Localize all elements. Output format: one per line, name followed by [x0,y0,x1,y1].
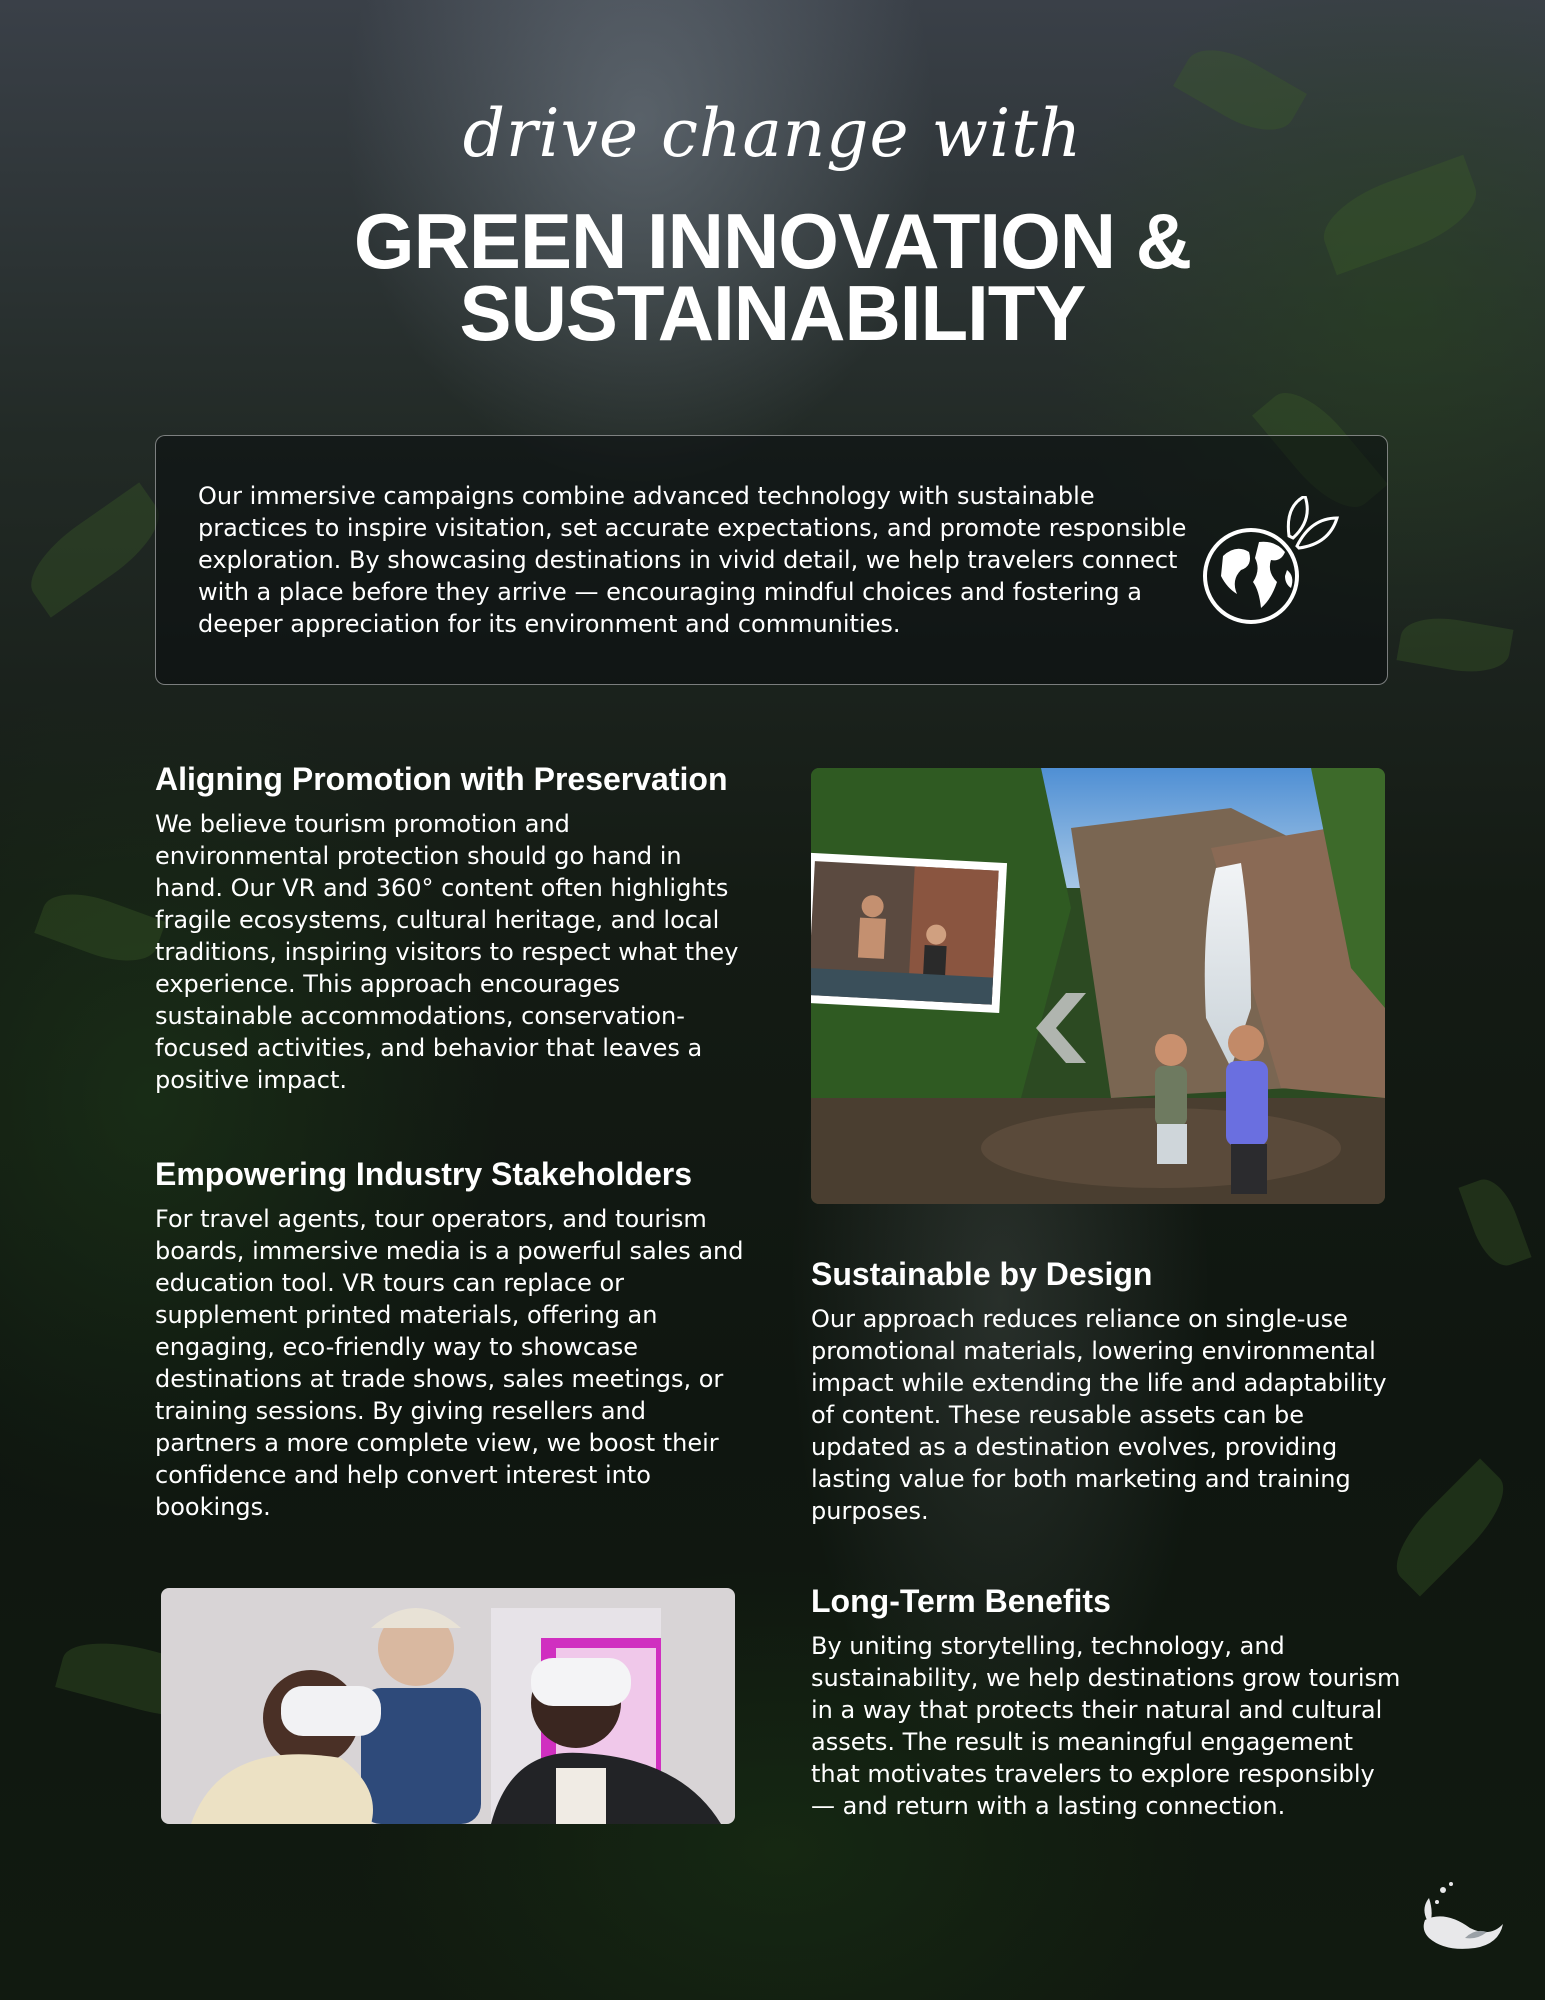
section-sustainable-title: Sustainable by Design [811,1256,1153,1292]
section-sustainable-body: Our approach reduces reliance on single-use promotional materials, lowering environmental impact while extending the life and adaptability of content. These reusable assets can be updated as a destination evolves, providing lasting value for both marketing and training purposes. [811,1305,1387,1525]
section-longterm-body: By uniting storytelling, technology, and sustainability, we help destinations grow tourism in a way that protects their natural and cultural assets. The result is meaningful engagement that motivates travelers to explore responsibly — and return with a lasting connection. [811,1632,1401,1820]
whale-logo-icon [1415,1880,1505,1955]
section-aligning-body: We believe tourism promotion and environmental protection should go hand in hand. Our VR and 360° content often highlights fragile ecosystems, cultural heritage, and local traditions, inspiring visitors to respect what they experience. This approach encourages sustainable accommodations, conservation-focused activities, and behavior that leaves a positive impact. [155,810,739,1094]
section-sustainable [811,1255,1401,1527]
section-aligning [155,760,745,1096]
page-title [0,197,1545,357]
script-heading: drive change with [462,95,1083,172]
section-empowering [155,1155,745,1523]
globe-leaves-icon [1201,496,1341,626]
page-title-line-2: SUSTAINABILITY [459,269,1086,357]
section-aligning-title: Aligning Promotion with Preservation [155,761,728,797]
waterfall-photo [811,768,1385,1204]
vr-headset-photo [161,1588,735,1824]
intro-box [155,435,1388,685]
section-empowering-body: For travel agents, tour operators, and tourism boards, immersive media is a powerful sales and education tool. VR tours can replace or supplement printed materials, offering an engaging, eco-friendly way to showcase destinations at trade shows, sales meetings, or training sessions. By giving resellers and partners a more complete view, we boost their confidence and help convert interest into bookings. [155,1205,744,1521]
section-longterm [811,1582,1401,1822]
section-longterm-title: Long-Term Benefits [811,1583,1111,1619]
page-title-line-1: GREEN INNOVATION & [353,197,1192,285]
intro-text: Our immersive campaigns combine advanced technology with sustainable practices to inspire visitation, set accurate expectations, and promote responsible exploration. By showcasing destinations in vivid detail, we help travelers connect with a place before they arrive — encouraging mindful choices and fostering a deeper appreciation for its environment and communities. [198,482,1187,638]
section-empowering-title: Empowering Industry Stakeholders [155,1156,692,1192]
